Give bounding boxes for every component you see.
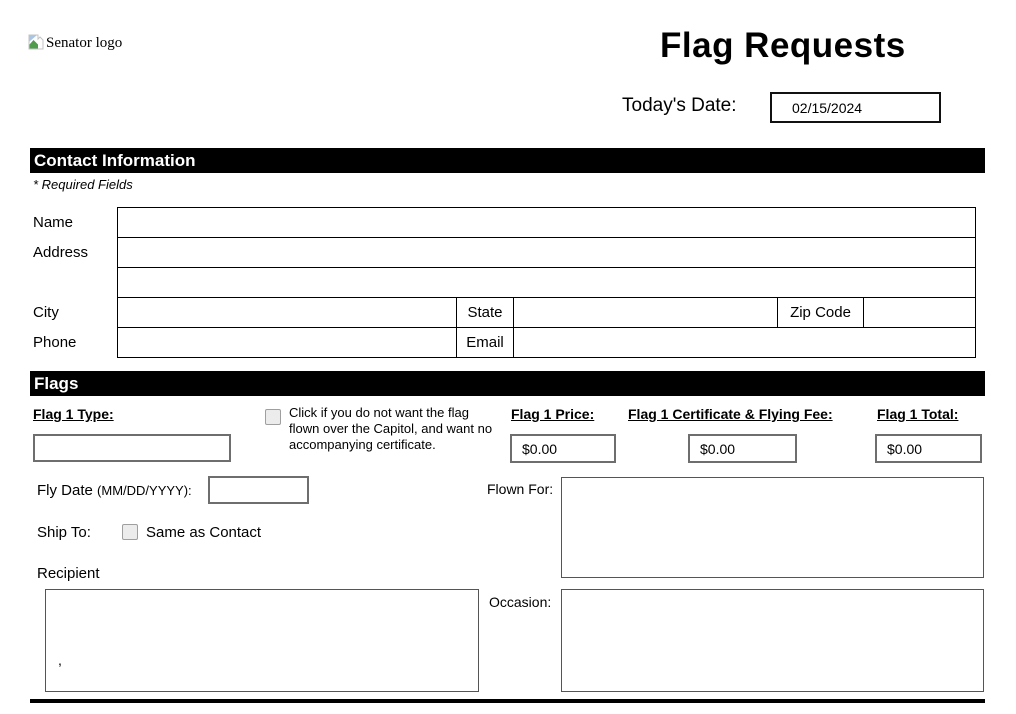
city-label: City — [33, 304, 59, 321]
fly-date-format-hint: (MM/DD/YYYY): — [97, 483, 192, 498]
page-title: Flag Requests — [660, 26, 906, 65]
ship-to-label: Ship To: — [37, 524, 91, 541]
zip-code-input[interactable] — [864, 298, 975, 327]
name-input[interactable] — [118, 208, 975, 237]
flag1-price-label: Flag 1 Price: — [511, 406, 595, 422]
name-cell — [118, 208, 975, 237]
zip-code-label: Zip Code — [778, 298, 863, 327]
contact-information-section-header: Contact Information — [30, 148, 985, 173]
flag1-type-label: Flag 1 Type: — [33, 406, 114, 422]
phone-label: Phone — [33, 334, 77, 351]
address-label: Address — [33, 244, 89, 261]
flown-for-label: Flown For: — [487, 481, 554, 497]
address-line1-input[interactable] — [118, 238, 975, 267]
state-input[interactable] — [514, 298, 777, 327]
flag1-certificate-fee-label: Flag 1 Certificate & Flying Fee: — [628, 406, 833, 422]
name-label: Name — [33, 214, 74, 231]
no-certificate-checkbox-label: Click if you do not want the flag flown over the Capitol, and want no accompanying certificate. — [289, 405, 493, 452]
flag1-total-label: Flag 1 Total: — [877, 406, 959, 422]
fly-date-label-text: Fly Date — [37, 482, 93, 499]
address-line2-input[interactable] — [118, 268, 975, 297]
recipient-textarea[interactable] — [45, 589, 479, 692]
flag1-certificate-fee-input[interactable] — [688, 434, 797, 463]
phone-input[interactable] — [118, 328, 456, 357]
zip-code-cell — [864, 298, 975, 327]
no-certificate-checkbox[interactable] — [265, 409, 281, 425]
address-line2-cell — [118, 268, 975, 297]
fly-date-input[interactable] — [208, 476, 309, 504]
city-cell — [118, 298, 456, 327]
flag1-price-input[interactable] — [510, 434, 616, 463]
flag1-type-input[interactable] — [33, 434, 231, 462]
todays-date-input[interactable] — [770, 92, 941, 123]
phone-cell — [118, 328, 456, 357]
email-cell — [514, 328, 975, 357]
flag1-total-input[interactable] — [875, 434, 982, 463]
same-as-contact-checkbox[interactable] — [122, 524, 138, 540]
required-fields-note: * Required Fields — [33, 177, 133, 192]
flags-section-header: Flags — [30, 371, 985, 396]
recipient-label: Recipient — [37, 565, 100, 582]
state-cell — [514, 298, 777, 327]
senator-logo — [28, 34, 122, 52]
flown-for-textarea[interactable] — [561, 477, 984, 578]
broken-image-icon — [28, 34, 44, 50]
fly-date-label — [37, 482, 192, 499]
email-input[interactable] — [514, 328, 975, 357]
occasion-textarea[interactable] — [561, 589, 984, 692]
address-line1-cell — [118, 238, 975, 267]
occasion-label: Occasion: — [489, 594, 552, 610]
bottom-divider — [30, 699, 985, 703]
email-label: Email — [457, 328, 513, 357]
state-label: State — [457, 298, 513, 327]
todays-date-label: Today's Date: — [622, 95, 737, 116]
contact-table — [117, 207, 976, 358]
logo-alt-text: Senator logo — [46, 35, 123, 51]
same-as-contact-label: Same as Contact — [146, 524, 262, 541]
city-input[interactable] — [118, 298, 456, 327]
